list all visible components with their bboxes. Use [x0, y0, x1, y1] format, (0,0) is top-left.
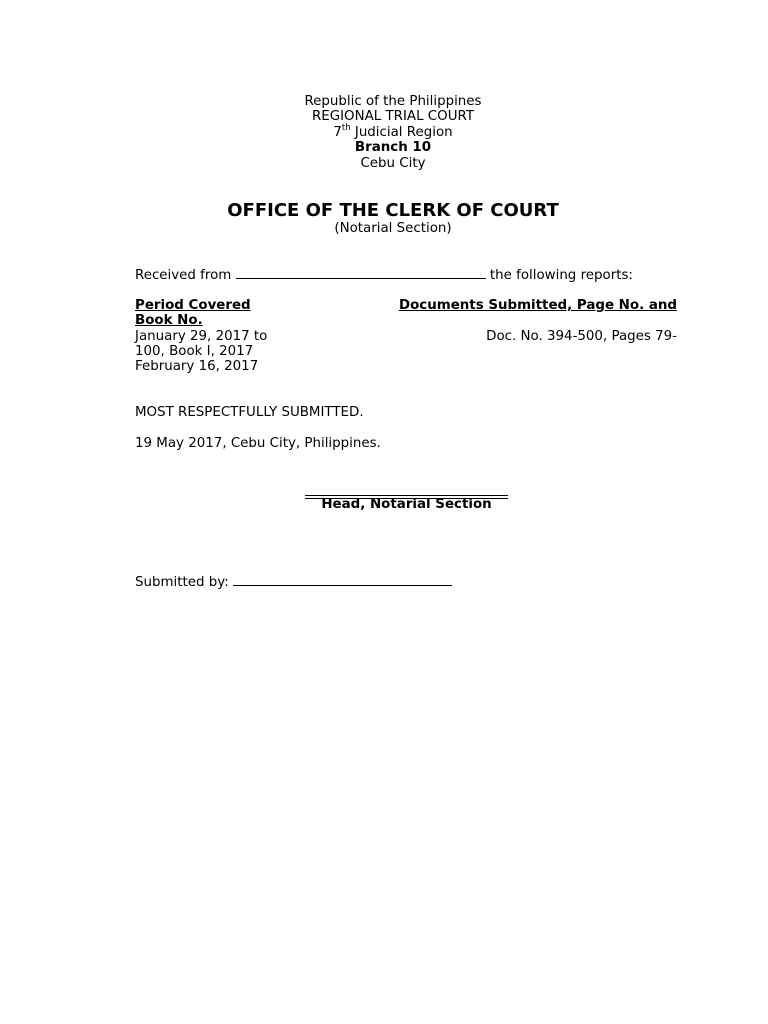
signature-line[interactable] — [305, 494, 508, 496]
documents-submitted-header: Documents Submitted, Page No. and — [398, 298, 677, 313]
court-name: REGIONAL TRIAL COURT — [311, 109, 475, 124]
respectfully-submitted: MOST RESPECTFULLY SUBMITTED. — [135, 405, 364, 420]
date-place: 19 May 2017, Cebu City, Philippines. — [135, 436, 381, 451]
republic-line: Republic of the Philippines — [304, 94, 482, 109]
received-line — [135, 267, 633, 283]
received-suffix: the following reports: — [489, 268, 633, 283]
received-from-blank[interactable] — [236, 267, 486, 279]
received-prefix: Received from — [135, 268, 232, 283]
judicial-region — [0, 122, 768, 140]
submitted-by-line — [135, 574, 452, 590]
period-start: January 29, 2017 to — [135, 329, 268, 344]
region-text: Judicial Region — [350, 125, 453, 140]
region-number: 7 — [333, 125, 342, 140]
branch-line: Branch 10 — [354, 140, 432, 155]
submitted-by-label: Submitted by: — [135, 575, 229, 590]
period-covered-header: Period Covered — [135, 298, 251, 313]
region-ordinal: th — [341, 122, 351, 133]
office-subtitle: (Notarial Section) — [334, 221, 452, 236]
docs-line-1: Doc. No. 394-500, Pages 79- — [486, 329, 677, 344]
book-no-header: Book No. — [135, 313, 203, 328]
office-title: OFFICE OF THE CLERK OF COURT — [227, 200, 559, 221]
period-end: February 16, 2017 — [135, 359, 259, 374]
submitted-by-blank[interactable] — [233, 574, 452, 586]
city-line: Cebu City — [360, 156, 426, 171]
signature-title: Head, Notarial Section — [321, 497, 492, 512]
docs-line-2: 100, Book I, 2017 — [135, 344, 254, 359]
